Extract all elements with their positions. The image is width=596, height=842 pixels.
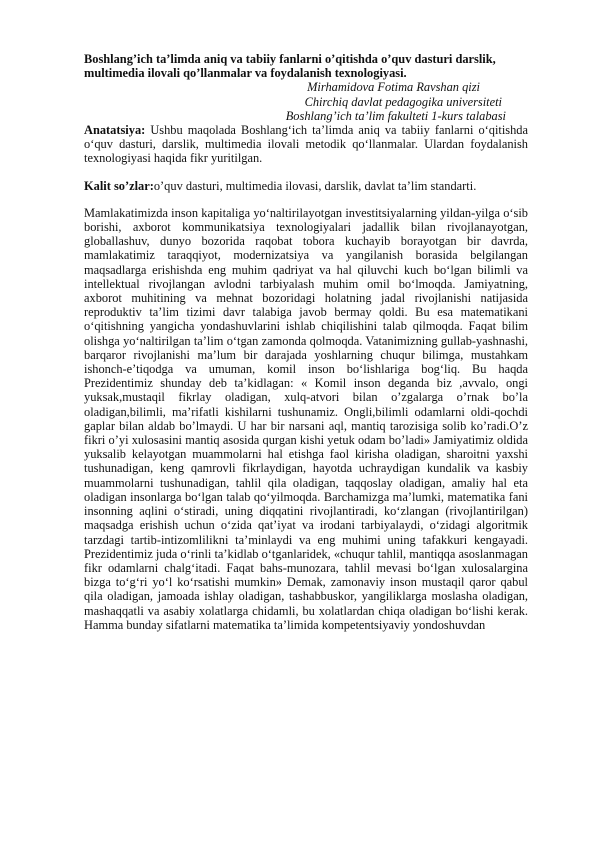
keywords (84, 179, 528, 193)
abstract-label: Anatatsiya: (84, 123, 146, 138)
author-position: Boshlang’ich ta’lim fakulteti 1-kurs talabasi (285, 108, 506, 123)
abstract (84, 123, 528, 166)
abstract-text: Ushbu maqolada Boshlang‘ich ta’limda aniq va tabiiy fanlarni o‘qitishda o‘quv dasturi, darslik, multimedia ilovali metodik qo‘llanmalar. Ulardan foydalanish texnologiyasi haqida fikr yuritilgan. (84, 123, 528, 166)
body-text: Mamlakatimizda inson kapitaliga yo‘naltirilayotgan investitsiyalarning yildan-yilga o‘sib borishi, axborot kommunikatsiya texnologiyalari jadallik bilan rivojlanayotgan, globallashuv, dunyo bozorida raqobat tobora kuchayib borayotgan bir davrda, mamlakatimiz taraqqiyot, modernizatsiya va yangilanish borasida belgilangan maqsadlarga erishishda eng muhim qadriyat va hal qiluvchi kuch bo‘lgan bilimli va intellektual rivojlangan avlodni tarbiyalash muhim omil bo‘lmoqda. Jamiyatning, axborot muhitining va mehnat bozoridagi holatning jadal rivojlanishi natijasida reproduktiv ta’lim tizimi davr talabiga javob bermay qoldi. Bu esa matematikani o‘qitishning yangicha yondashuvlarini ishlab chiqilishini talab qilmoqda. Faqat bilim olishga yo‘naltirilgan ta’lim o‘tgan zamonda qolmoqda. Vatanimizning gullab-yashnashi, barqaror rivojlanishi ma’lum bir darajada yoshlarning chuqur bilimga, mustahkam ishonch-e’tiqodga va umuman, komil inson bo‘lishlariga bog‘liq. Bu haqda Prezidentimiz shunday deb ta’kidlagan: « Komil inson deganda biz ,avvalo, ongi yuksak,mustaqil fikrlay oladigan, xulq-atvori bilan o’zgalarga o’rnak bo’la oladigan,bilimli, ma’rifatli kishilarni tushunamiz. Ongli,bilimli odamlarni oldi-qochdi gaplar bilan aldab bo’lmaydi. U har bir narsani aql, mantiq tarozisiga solib ko’radi.O’z fikri o’yi xulosasini mantiq asosida qurgan kishi yetuk odam bo’ladi» Jamiyatimiz oldida yuksalib kelayotgan muammolarni hal etishga faol kirisha oladigan, sharoitni yaxshi tushunadigan, keng qamrovli fikrlaydigan, hayotda uchraydigan kundalik va kasbiy muammolarni tushunadigan, tahlil qila oladigan, taqqoslay oladigan, amaliy hal eta oladigan insonlarga bo‘lgan talab qo‘yilmoqda. Barchamizga ma’lumki, matematika fani insonning aqlini o‘stiradi, uning diqqatini rivojlantiradi, ko‘zlangan (rivojlantirilgan) maqsadga erishish uchun o‘zida qat’iyat va irodani tarbiyalaydi, o‘zidagi algoritmik tarzdagi tartib-intizomlilikni ta’minlaydi va eng muhimi uning tafakkuri kengayadi. Prezidentimiz juda o‘rinli ta’kidlab o‘tganlaridek, «chuqur tahlil, mantiqqa asoslanmagan fikr odamlarni chalg‘itadi. Faqat bahs-munozara, tahlil mevasi bo‘lgan xulosalargina bizga to‘g‘ri yo‘l ko‘rsatishi mumkin» Demak, zamonaviy inson mustaqil qaror qabul qila oladigan, jamoada ishlay oladigan, tashabbuskor, yangiliklarga moslasha oladigan, mashaqqatli va asabiy xolatlarga chidamli, bu xolatlardan chiqa oladigan bo‘lishi kerak. Hamma bunday sifatlarni matematika ta’limida kompetentsiyaviy yondoshuvdan (84, 205, 528, 632)
keywords-text: o’quv dasturi, multimedia ilovasi, darslik, davlat ta’lim standarti. (153, 178, 477, 193)
article-title: Boshlang’ich ta’limda aniq va tabiiy fanlarni o’qitishda o’quv dasturi darslik, multimedia ilovali qo’llanmalar va foydalanish texnologiyasi. (84, 52, 496, 81)
author-affiliation: Chirchiq davlat pedagogika universiteti (304, 94, 502, 109)
article-page (84, 52, 528, 632)
author-block (84, 80, 528, 123)
author-name: Mirhamidova Fotima Ravshan qizi (307, 80, 480, 95)
keywords-label: Kalit so’zlar: (84, 178, 154, 193)
